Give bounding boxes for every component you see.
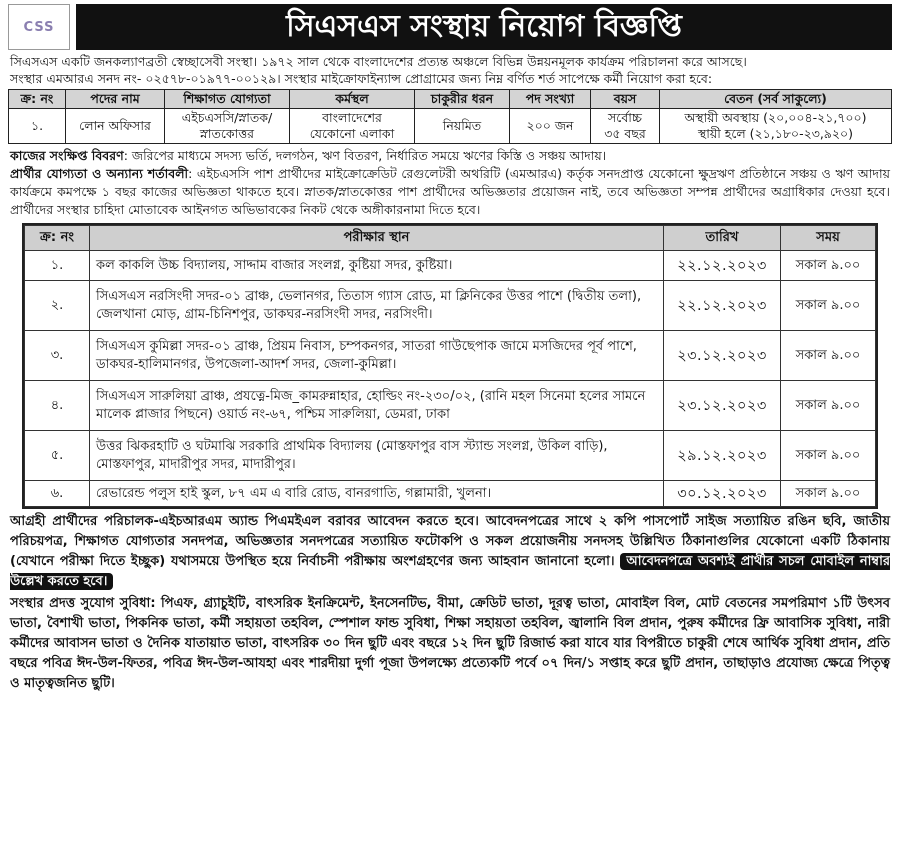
job-description-text: : জরিপের মাধ্যমে সদস্য ভর্তি, দলগঠন, ঋণ বিতরণ, নির্ধারিত সময়ে ঋণের কিস্তি ও সঞ্চয় আদায়। — [123, 148, 607, 163]
exam-time: সকাল ৯.০০ — [781, 281, 876, 331]
job-col-count: পদ সংখ্যা — [510, 90, 591, 109]
intro — [8, 53, 892, 87]
table-row — [25, 431, 876, 481]
exam-sl: ৫. — [25, 431, 90, 481]
table-row — [9, 109, 892, 144]
page-title: সিএসএস সংস্থায় নিয়োগ বিজ্ঞপ্তি — [76, 4, 892, 50]
exam-table-frame — [22, 223, 878, 509]
exam-time: সকাল ৯.০০ — [781, 431, 876, 481]
exam-time: সকাল ৯.০০ — [781, 331, 876, 381]
application-text: আগ্রহী প্রার্থীদের পরিচালক-এইচআরএম অ্যান্ড পিএমইএল বরাবর আবেদন করতে হবে। আবেদনপত্রের সাথে ২ কপি পাসপোর্ট সাইজ সত্যায়িত রঙিন ছবি, জাতীয় পরিচয়পত্র, শিক্ষাগত যোগ্যতার সনদপত্র, অভিজ্ঞতার সনদপত্রের সত্যায়িত ফটোকপি ও সকল প্রয়োজনীয় সনদসহ উল্লিখিত ঠিকানাগুলির যেকোনো একটি ঠিকানায় (যেখানে পরীক্ষা দিতে ইচ্ছুক) যথাসময়ে উপস্থিত হয়ে নির্বাচনী পরীক্ষায় অংশগ্রহণের জন্য আহবান জানানো হলো। — [10, 514, 890, 569]
benefits-text: : পিএফ, গ্র্যাচুইটি, বাৎসরিক ইনক্রিমেন্ট, ইনসেনটিভ, বীমা, ক্রেডিট ভাতা, দূরত্ব ভাতা, মোবাইল বিল, মোট বেতনের সমপরিমাণ ১টি উৎসব ভাতা, বৈশাখী ভাতা, পিকনিক ভাতা, কর্মী সহায়তা তহবিল, স্পেশাল ফান্ড সুবিধা, শিক্ষা সহায়তা তহবিল, জ্বালানি বিল প্রদান, পুরুষ কর্মীদের ফ্রি আবাসিক সুবিধা, নারী কর্মীদের আবাসন ভাতা ও দৈনিক যাতায়াত ভাতা, বাৎসরিক ৩০ দিন ছুটি এবং বছরে ১২ দিন ছুটি রিজার্ভ করা যাবে যার বিপরীতে চাকুরী শেষে আর্থিক সুবিধা প্রদান, প্রতি বছরে পবিত্র ঈদ-উল-ফিতর, পবিত্র ঈদ-উল-আযহা এবং শারদীয়া দুর্গা পূজা উপলক্ষ্যে প্রত্যেকটি পর্বে ০৭ দিন/১ সপ্তাহ করে ছুটি প্রদান, তাছাড়াও প্রযোজ্য ক্ষেত্রে পিতৃত্ব ও মাতৃত্বজনিত ছুটি। — [10, 596, 890, 691]
table-row — [25, 331, 876, 381]
job-circular-page — [0, 4, 900, 846]
benefits-label: সংস্থার প্রদত্ত সুযোগ সুবিধা — [10, 596, 151, 611]
job-salary — [660, 109, 892, 144]
job-col-workplace: কর্মস্থল — [290, 90, 415, 109]
job-age — [591, 109, 660, 144]
exam-date: ৩০.১২.২০২৩ — [664, 481, 781, 507]
job-table — [8, 89, 892, 144]
exam-sl: ৩. — [25, 331, 90, 381]
header — [8, 4, 892, 50]
job-post: লোন অফিসার — [66, 109, 165, 144]
exam-date: ২২.১২.২০২৩ — [664, 251, 781, 281]
exam-sl: ৬. — [25, 481, 90, 507]
exam-sl: ৪. — [25, 381, 90, 431]
job-col-age: বয়স — [591, 90, 660, 109]
table-row — [25, 281, 876, 331]
job-sl: ১. — [9, 109, 66, 144]
job-workplace-line-1: বাংলাদেশের — [322, 110, 382, 125]
intro-line-1: সিএসএস একটি জনকল্যাণব্রতী স্বেচ্ছাসেবী সংস্থা। ১৯৭২ সাল থেকে বাংলাদেশের প্রত্যন্ত অঞ্চলে বিভিন্ন উন্নয়নমূলক কার্যক্রম পরিচালনা করে আসছে। — [10, 54, 747, 69]
job-workplace-line-2: যেকোনো এলাকা — [309, 126, 395, 141]
job-education-line-1: এইচএসসি/স্নাতক/ — [181, 110, 273, 125]
job-col-education: শিক্ষাগত যোগ্যতা — [165, 90, 290, 109]
exam-place: রেভারেন্ড পলুস হাই স্কুল, ৮৭ এম এ বারি রোড, বানরগাতি, গল্লামারী, খুলনা। — [90, 481, 664, 507]
job-col-post: পদের নাম — [66, 90, 165, 109]
exam-table-header-row — [25, 226, 876, 251]
exam-date: ২৩.১২.২০২৩ — [664, 331, 781, 381]
table-row — [25, 381, 876, 431]
job-salary-line-1: অস্থায়ী অবস্থায় (২০,০০৪-২১,৭০০) — [684, 110, 867, 125]
job-description-label: কাজের সংক্ষিপ্ত বিবরণ — [10, 148, 124, 163]
benefits — [8, 594, 892, 694]
eligibility-label: প্রার্থীর যোগ্যতা ও অন্যান্য শর্তাবলী — [10, 166, 189, 181]
exam-sl: ২. — [25, 281, 90, 331]
table-row — [25, 481, 876, 507]
mobile-number-notice: আবেদনপত্রে অবশ্যই প্রার্থীর সচল মোবাইল নাম্বার উল্লেখ করতে হবে। — [10, 554, 890, 589]
job-education-line-2: স্নাতকোত্তর — [199, 126, 255, 141]
exam-table — [24, 225, 876, 507]
job-table-header-row — [9, 90, 892, 109]
exam-place: সিএসএস নরসিংদী সদর-০১ ব্রাঞ্চ, ভেলানগর, তিতাস গ্যাস রোড, মা ক্লিনিকের উত্তর পাশে (দ্বিতীয় তলা), জেলখানা মোড়, গ্রাম-চিনিশপুর, ডাকঘর-নরসিংদী সদর, নরসিংদী। — [90, 281, 664, 331]
job-description — [8, 147, 892, 165]
exam-time: সকাল ৯.০০ — [781, 251, 876, 281]
exam-col-place: পরীক্ষার স্থান — [90, 226, 664, 251]
job-col-salary: বেতন (সর্ব সাকুল্যে) — [660, 90, 892, 109]
eligibility — [8, 165, 892, 219]
exam-date: ২২.১২.২০২৩ — [664, 281, 781, 331]
logo-text: CSS — [23, 19, 55, 35]
exam-col-sl: ক্র: নং — [25, 226, 90, 251]
exam-time: সকাল ৯.০০ — [781, 481, 876, 507]
exam-place: সিএসএস কুমিল্লা সদর-০১ ব্রাঞ্চ, প্রিয়ম নিবাস, চম্পকনগর, সাতরা গাউছেপাক জামে মসজিদের পূর্ব পাশে, ডাকঘর-হালিমানগর, উপজেলা-আদর্শ সদর, জেলা-কুমিল্লা। — [90, 331, 664, 381]
exam-sl: ১. — [25, 251, 90, 281]
job-age-line-1: সর্বোচ্চ — [608, 110, 642, 125]
exam-time: সকাল ৯.০০ — [781, 381, 876, 431]
job-age-line-2: ৩৫ বছর — [604, 126, 646, 141]
job-col-sl: ক্র: নং — [9, 90, 66, 109]
exam-col-time: সময় — [781, 226, 876, 251]
exam-date: ২৯.১২.২০২৩ — [664, 431, 781, 481]
job-workplace — [290, 109, 415, 144]
table-row — [25, 251, 876, 281]
job-col-type: চাকুরীর ধরন — [415, 90, 510, 109]
job-salary-line-2: স্থায়ী হলে (২১,১৮০-২৩,৯২০) — [697, 126, 854, 141]
intro-line-2: সংস্থার এমআরএ সনদ নং- ০২৫৭৮-০১৯৭৭-০০১২৯। সংস্থার মাইক্রোফাইন্যান্স প্রোগ্রামের জন্য নিম্ন বর্ণিত শর্ত সাপেক্ষে কর্মী নিয়োগ করা হবে: — [10, 71, 713, 86]
exam-place: উত্তর ঝিকরহাটি ও ঘটমাঝি সরকারি প্রাথমিক বিদ্যালয় (মোস্তফাপুর বাস স্ট্যান্ড সংলগ্ন, উকিল বাড়ি), মোস্তফাপুর, মাদারীপুর সদর, মাদারীপুর। — [90, 431, 664, 481]
css-logo — [8, 4, 70, 50]
exam-place: কল কাকলি উচ্চ বিদ্যালয়, সাদ্দাম বাজার সংলগ্ন, কুষ্টিয়া সদর, কুষ্টিয়া। — [90, 251, 664, 281]
application-instructions — [8, 512, 892, 592]
exam-place: সিএসএস সারুলিয়া ব্রাঞ্চ, প্রযত্নে-মিজ_কামরুন্নাহার, হোল্ডিং নং-২৩০/০২, (রানি মহল সিনেমা হলের সামনে মালেক প্লাজার পিছনে) ওয়ার্ড নং-৬৭, পশ্চিম সারুলিয়া, ডেমরা, ঢাকা — [90, 381, 664, 431]
job-education — [165, 109, 290, 144]
job-count: ২০০ জন — [510, 109, 591, 144]
job-type: নিয়মিত — [415, 109, 510, 144]
eligibility-text: : এইচএসসি পাশ প্রার্থীদের মাইক্রোক্রেডিট রেগুলেটরী অথরিটি (এমআরএ) কর্তৃক সনদপ্রাপ্ত যেকোনো ক্ষুদ্রঋণ প্রতিষ্ঠানে সঞ্চয় ও ঋণ আদায় কার্যক্রমে কমপক্ষে ১ বছর কাজের অভিজ্ঞতা থাকতে হবে। স্নাতক/স্নাতকোত্তর পাশ প্রার্থীদের অভিজ্ঞতার প্রয়োজন নাই, তবে অভিজ্ঞতা সম্পন্ন প্রার্থীদের অগ্রাধিকার দেওয়া হবে। প্রার্থীদের সংস্থার চাহিদা মোতাবেক আইনগত অভিভাবকের নিকট থেকে অঙ্গীকারনামা দিতে হবে। — [10, 166, 890, 217]
exam-col-date: তারিখ — [664, 226, 781, 251]
exam-date: ২৩.১২.২০২৩ — [664, 381, 781, 431]
